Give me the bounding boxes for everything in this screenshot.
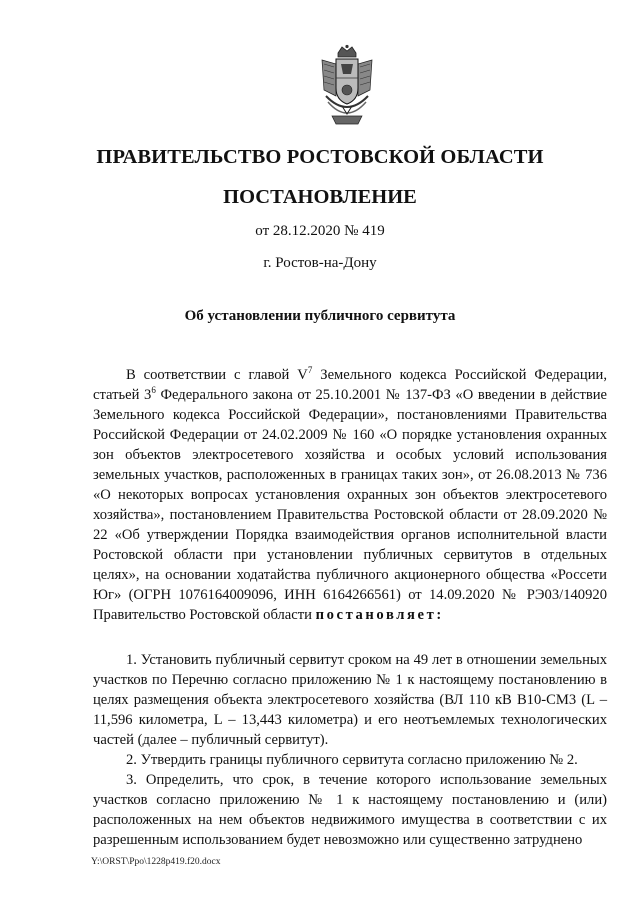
resolution-items	[93, 650, 607, 850]
document-subject: Об установлении публичного сервитута	[184, 308, 456, 324]
article-superscript: 6	[151, 385, 156, 395]
chapter-superscript: 7	[307, 365, 313, 375]
preamble-text-3: Федерального закона от 25.10.2001 № 137-ФЗ «О введении в действие Земельного кодекса Российской Федерации», постановлениями Правительства Российской Федерации от 24.02.2009 № 160 «О порядке установления охранных зон объектов электросетевого хозяйства и особых условий использования земельных участков, расположенных в границах таких зон», от 26.08.2013 № 736 «О некоторых вопросах установления охранных зон объектов электросетевого хозяйства», постановлением Правительства Ростовской области от 28.09.2020 № 22 «Об утверждении Порядка взаимодействия органов исполнительной власти Ростовской области при установлении публичных сервитутов в отдельных целях», на основании ходатайства публичного акционерного общества «Россети Юг» (ОГРН 1076164009096, ИНН 6164266561) от 14.09.2020 № РЭ03/140920 Правительство Ростовской области	[93, 387, 607, 623]
preamble-paragraph	[93, 365, 607, 625]
resolution-item-2: 2. Утвердить границы публичного сервитута согласно приложению № 2.	[126, 752, 578, 768]
government-title: ПРАВИТЕЛЬСТВО РОСТОВСКОЙ ОБЛАСТИ	[96, 146, 544, 168]
preamble-section	[93, 365, 607, 625]
document-date-number: от 28.12.2020 № 419	[255, 223, 385, 239]
resolution-item-1: 1. Установить публичный сервитут сроком на 49 лет в отношении земельных участков по Перечню согласно приложению № 1 к настоящему постановлению в целях размещения объекта электросетевого хозяйства (ВЛ 110 кВ В10-СМ3 (L – 11,596 километра, L – 13,443 километра) и его неотъемлемых технологических частей (далее – публичный сервитут).	[93, 652, 607, 748]
preamble-text-1: В соответствии с главой V	[126, 367, 308, 383]
footer-file-path: Y:\ORST\Ppo\1228p419.f20.docx	[91, 857, 221, 867]
resolves-keyword: постановляет:	[315, 607, 444, 623]
document-type: ПОСТАНОВЛЕНИЕ	[223, 186, 417, 208]
resolution-item-3: 3. Определить, что срок, в течение которого использование земельных участков согласно приложению № 1 к настоящему постановлению и (или) расположенных на нем объектов недвижимого имущества в соответствии с их разрешенным использованием будет невозможно или существенно затруднено	[93, 772, 607, 848]
document-city: г. Ростов-на-Дону	[263, 255, 377, 271]
rostov-oblast-coat-of-arms-icon	[318, 44, 376, 130]
preamble-text-2: Земельного кодекса Российской Федерации, статьей 3	[93, 367, 607, 403]
